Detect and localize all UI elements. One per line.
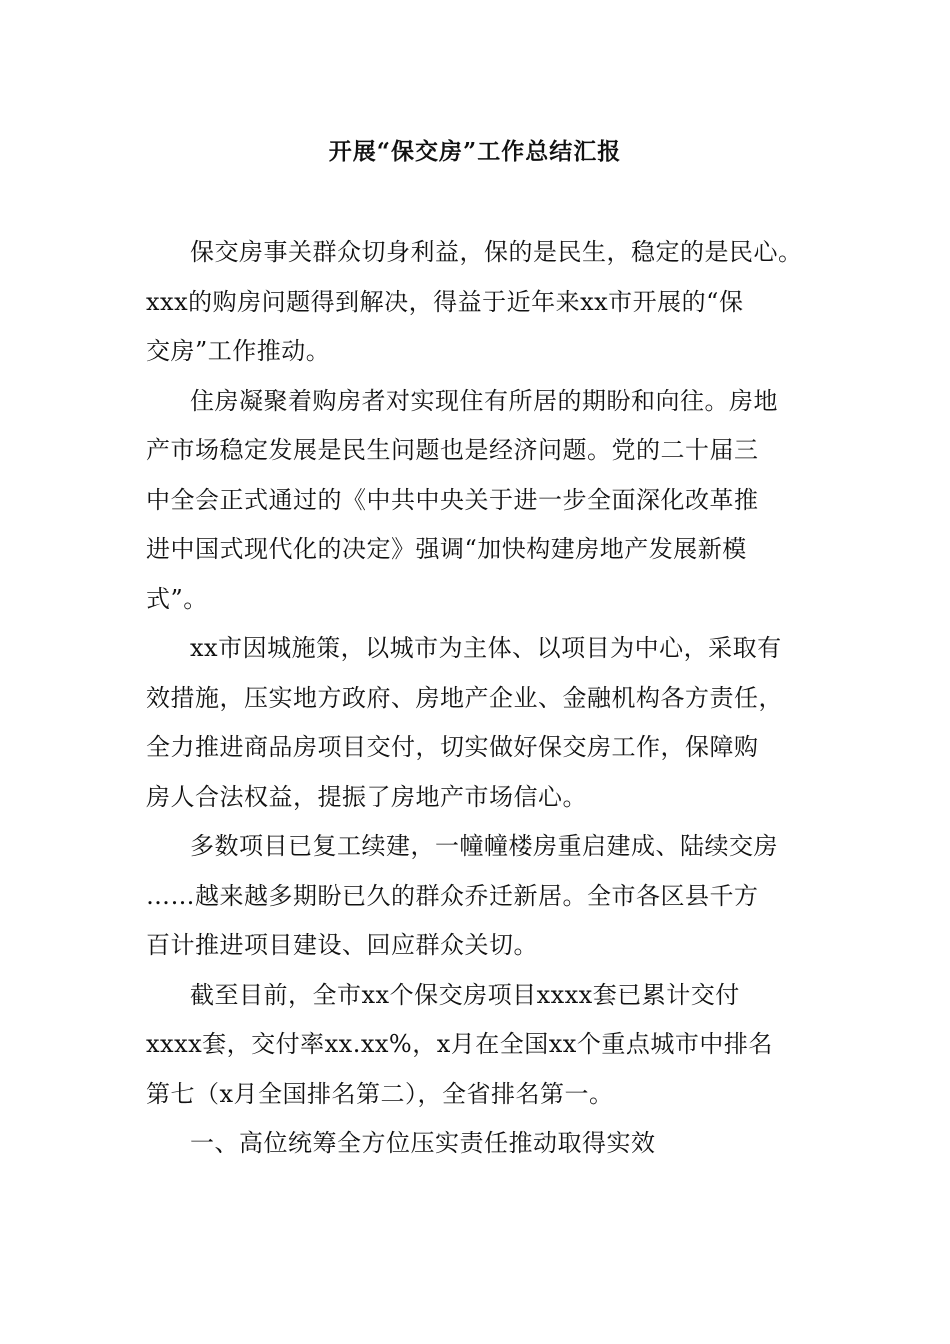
paragraph-line: ……越来越多期盼已久的群众乔迁新居。全市各区县千方: [146, 882, 759, 910]
paragraph-line: xx市因城施策，以城市为主体、以项目为中心，采取有: [190, 634, 782, 662]
paragraph-line: 中全会正式通过的《中共中央关于进一步全面深化改革推: [146, 486, 759, 514]
paragraph-line: 效措施，压实地方政府、房地产企业、金融机构各方责任，: [146, 684, 783, 712]
paragraph-line: 住房凝聚着购房者对实现住有所居的期盼和向往。房地: [190, 387, 778, 415]
section-heading: 一、高位统筹全方位压实责任推动取得实效: [190, 1129, 656, 1157]
paragraph-line: 全力推进商品房项目交付，切实做好保交房工作，保障购: [146, 733, 759, 761]
paragraph-line: xxx的购房问题得到解决，得益于近年来xx市开展的“保: [146, 288, 744, 316]
paragraph-line: xxxx套，交付率xx.xx%，x月在全国xx个重点城市中排名: [146, 1030, 773, 1058]
document-title: 开展“保交房”工作总结汇报: [328, 138, 622, 165]
paragraph-line: 产市场稳定发展是民生问题也是经济问题。党的二十届三: [146, 436, 759, 464]
paragraph-line: 房人合法权益，提振了房地产市场信心。: [146, 783, 587, 811]
paragraph-line: 保交房事关群众切身利益，保的是民生，稳定的是民心。: [190, 238, 803, 266]
paragraph-line: 第七（x月全国排名第二），全省排名第一。: [146, 1080, 614, 1108]
paragraph-line: 多数项目已复工续建，一幢幢楼房重启建成、陆续交房: [190, 832, 778, 860]
paragraph-line: 交房”工作推动。: [146, 337, 331, 365]
paragraph-line: 百计推进项目建设、回应群众关切。: [146, 931, 538, 959]
paragraph-line: 截至目前，全市xx个保交房项目xxxx套已累计交付: [190, 981, 740, 1009]
paragraph-line: 进中国式现代化的决定》强调“加快构建房地产发展新模: [146, 535, 747, 563]
paragraph-line: 式”。: [146, 585, 208, 613]
